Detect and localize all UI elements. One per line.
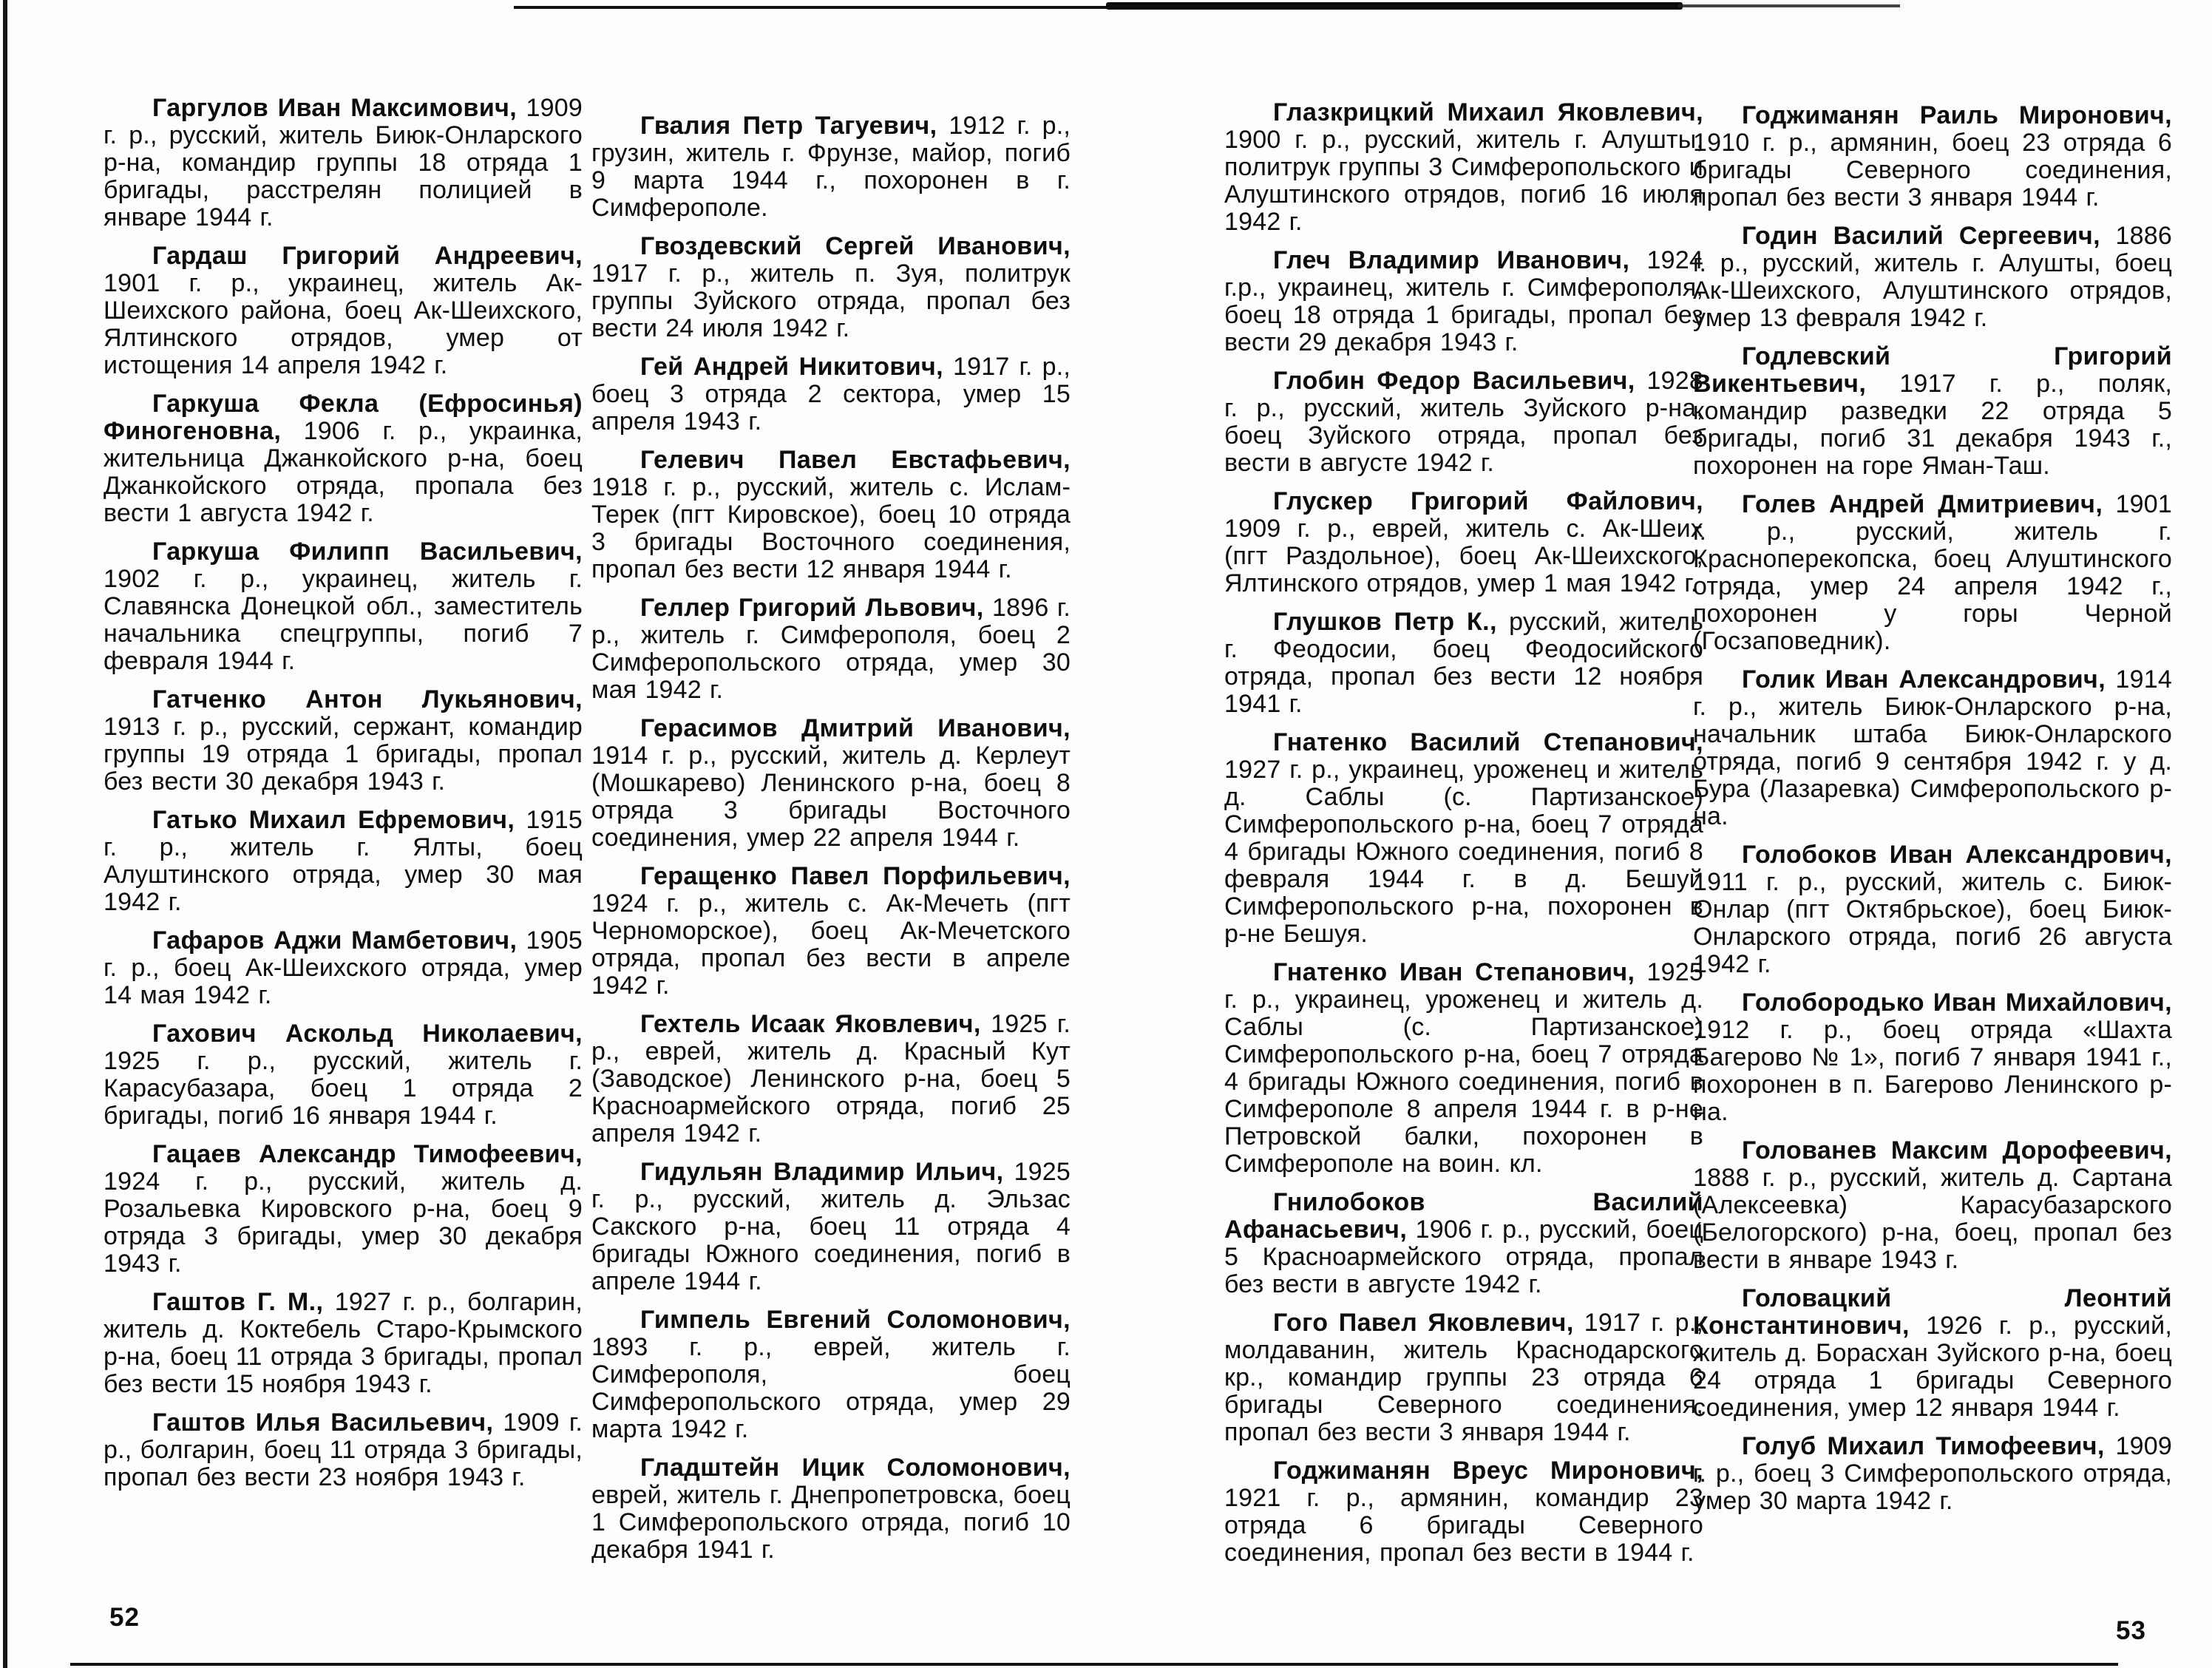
memorial-entry xyxy=(1693,491,2172,655)
text-column xyxy=(1224,87,1703,1578)
memorial-entry xyxy=(591,353,1071,435)
memorial-entry xyxy=(104,390,583,527)
entry-details: 1927 г. р., болгарин, житель д. Коктебель Старо-Крымского р-на, боец 11 отряда 3 бригады, пропал без вести 15 ноября 1943 г. xyxy=(104,1288,583,1398)
memorial-entry xyxy=(591,1306,1071,1443)
page-number: 53 xyxy=(2116,1616,2146,1645)
person-name: Гелевич Павел Евстафьевич, xyxy=(640,446,1071,474)
entry-details: 1912 г. р., боец отряда «Шахта Багерово № 1», погиб 7 января 1941 г., похоронен в п. Багерово Ленинского р-на. xyxy=(1693,1016,2172,1126)
entry-details: еврей, житель г. Днепропетровска, боец 1 Симферопольского отряда, погиб 10 декабря 1941 г. xyxy=(591,1481,1071,1564)
person-name: Глобин Федор Васильевич, xyxy=(1273,367,1635,395)
text-column xyxy=(591,87,1071,1575)
entry-details: 1917 г. р., житель п. Зуя, политрук группы Зуйского отряда, пропал без вести 24 июля 1942 г. xyxy=(591,260,1071,342)
memorial-entry xyxy=(1693,666,2172,830)
scan-rule-top xyxy=(514,6,1109,9)
memorial-entry xyxy=(591,594,1071,704)
entry-details: 1925 г. р., еврей, житель д. Красный Кут (Заводское) Ленинского р-на, боец 5 Красноармейского отряда, погиб 25 апреля 1942 г. xyxy=(591,1010,1071,1147)
memorial-entry xyxy=(104,1020,583,1130)
entry-details: 1928 г. р., русский, житель Зуйского р-на, боец Зуйского отряда, пропал без вести в августе 1942 г. xyxy=(1224,367,1703,477)
person-name: Глускер Григорий Файлович, xyxy=(1273,487,1703,515)
text-column xyxy=(104,87,583,1502)
entry-details: 1917 г. р., поляк, командир разведки 22 отряда 5 бригады, погиб 31 декабря 1943 г., похоронен на горе Яман-Таш. xyxy=(1693,370,2172,480)
person-name: Гатько Михаил Ефремович, xyxy=(152,806,515,834)
person-name: Герасимов Дмитрий Иванович, xyxy=(640,714,1071,742)
entry-details: 1913 г. р., русский, сержант, командир группы 19 отряда 1 бригады, пропал без вести 30 декабря 1943 г. xyxy=(104,713,583,796)
entry-details: 1905 г. р., боец Ак-Шеихского отряда, умер 14 мая 1942 г. xyxy=(104,926,583,1009)
text-column xyxy=(1693,87,2172,1526)
person-name: Гнилобоков Василий Афанасьевич, xyxy=(1224,1188,1703,1244)
memorial-entry xyxy=(591,112,1071,222)
memorial-entry xyxy=(591,1454,1071,1564)
memorial-entry xyxy=(104,1409,583,1491)
memorial-entry xyxy=(1224,1189,1703,1298)
entry-details: 1888 г. р., русский, житель д. Сартана (Алексеевка) Карасубазарского (Белогорского) р-на, боец, пропал без вести в январе 1943 г. xyxy=(1693,1164,2172,1274)
person-name: Гардаш Григорий Андреевич, xyxy=(152,242,583,270)
person-name: Гахович Аскольд Николаевич, xyxy=(152,1020,583,1048)
person-name: Геллер Григорий Львович, xyxy=(640,594,984,622)
memorial-entry xyxy=(591,447,1071,583)
entry-details: 1924 г. р., русский, житель д. Розальевка Кировского р-на, боец 9 отряда 3 бригады, умер 30 декабря 1943 г. xyxy=(104,1167,583,1278)
page-number: 52 xyxy=(109,1603,140,1632)
entry-details: 1921 г. р., армянин, командир 23 отряда 6 бригады Северного соединения, пропал без вести в 1944 г. xyxy=(1224,1484,1703,1567)
memorial-entry xyxy=(1693,343,2172,480)
person-name: Годжиманян Раиль Миронович, xyxy=(1742,101,2172,129)
person-name: Гатченко Антон Лукьянович, xyxy=(152,685,583,713)
person-name: Гаркуша Филипп Васильевич, xyxy=(152,538,583,566)
entry-details: 1906 г. р., украинка, жительница Джанкойского р-на, боец Джанкойского отряда, пропала без вести 1 августа 1942 г. xyxy=(104,417,583,527)
memorial-entry xyxy=(104,807,583,916)
person-name: Гимпель Евгений Соломонович, xyxy=(640,1306,1071,1334)
memorial-entry xyxy=(591,1159,1071,1295)
person-name: Годлевский Григорий Викентьевич, xyxy=(1693,342,2172,398)
memorial-entry xyxy=(1224,1309,1703,1446)
memorial-entry xyxy=(104,1289,583,1398)
scan-rule-bottom xyxy=(70,1663,2118,1666)
person-name: Голобородько Иван Михайлович, xyxy=(1742,989,2172,1017)
person-name: Гаштов Г. М., xyxy=(152,1288,324,1316)
memorial-entry xyxy=(1693,841,2172,978)
entry-details: 1893 г. р., еврей, житель г. Симферополя, боец Симферопольского отряда, умер 29 марта 1942 г. xyxy=(591,1333,1071,1443)
memorial-entry xyxy=(1693,102,2172,211)
memorial-entry xyxy=(1693,989,2172,1126)
person-name: Голев Андрей Дмитриевич, xyxy=(1742,490,2103,518)
memorial-entry xyxy=(1693,1285,2172,1422)
entry-details: 1886 г. р., русский, житель г. Алушты, боец Ак-Шеихского, Алуштинского отрядов, умер 13 февраля 1942 г. xyxy=(1693,222,2172,332)
memorial-entry xyxy=(1693,223,2172,332)
entry-details: 1917 г. р., боец 3 отряда 2 сектора, умер 15 апреля 1943 г. xyxy=(591,353,1071,435)
person-name: Гафаров Аджи Мамбетович, xyxy=(152,926,518,955)
entry-details: 1917 г. р., молдаванин, житель Краснодарского кр., командир группы 23 отряда 6 бригады Северного соединения, пропал без вести 3 января 1944 г. xyxy=(1224,1309,1703,1446)
entry-details: 1925 г. р., русский, житель г. Карасубазара, боец 1 отряда 2 бригады, погиб 16 января 1944 г. xyxy=(104,1047,583,1130)
person-name: Голобоков Иван Александрович, xyxy=(1742,841,2172,869)
entry-details: 1911 г. р., русский, житель с. Биюк-Онлар (пгт Октябрьское), боец Биюк-Онларского отряда, погиб 26 августа 1942 г. xyxy=(1693,868,2172,978)
person-name: Гладштейн Ицик Соломонович, xyxy=(640,1454,1071,1482)
person-name: Гвалия Петр Тагуевич, xyxy=(640,112,937,140)
person-name: Годин Василий Сергеевич, xyxy=(1742,222,2101,250)
entry-details: 1909 г. р., болгарин, боец 11 отряда 3 бригады, пропал без вести 23 ноября 1943 г. xyxy=(104,1408,583,1491)
memorial-entry xyxy=(1224,488,1703,597)
entry-details: 1900 г. р., русский, житель г. Алушты, политрук группы 3 Симферопольского и Алуштинского отрядов, погиб 16 июля 1942 г. xyxy=(1224,126,1703,236)
memorial-entry xyxy=(1224,729,1703,948)
scan-rule-top xyxy=(1678,4,1900,7)
memorial-entry xyxy=(1224,608,1703,718)
entry-details: 1901 г. р., русский, житель г. Красноперекопска, боец Алуштинского отряда, умер 24 апреля 1942 г., похоронен у горы Черной (Госзаповедник). xyxy=(1693,490,2172,655)
person-name: Гаркуша Фекла (Ефросинья) Финогеновна, xyxy=(104,390,583,445)
entry-details: 1925 г. р., русский, житель д. Эльзас Сакского р-на, боец 11 отряда 4 бригады Южного соединения, погиб в апреле 1944 г. xyxy=(591,1158,1071,1295)
memorial-entry xyxy=(1224,367,1703,477)
entry-details: 1901 г. р., украинец, житель Ак-Шеихского района, боец Ак-Шеихского, Ялтинского отрядов, умер от истощения 14 апреля 1942 г. xyxy=(104,269,583,379)
person-name: Гаргулов Иван Максимович, xyxy=(152,94,518,122)
memorial-entry xyxy=(1693,1137,2172,1274)
person-name: Гнатенко Василий Степанович, xyxy=(1273,728,1703,756)
person-name: Геращенко Павел Порфильевич, xyxy=(640,862,1071,890)
entry-details: 1924 г. р., житель с. Ак-Мечеть (пгт Черноморское), боец Ак-Мечетского отряда, пропал без вести в апреле 1942 г. xyxy=(591,889,1071,1000)
person-name: Голик Иван Александрович, xyxy=(1742,665,2106,694)
entry-details: 1906 г. р., русский, боец 5 Красноармейского отряда, пропал без вести в августе 1942 г. xyxy=(1224,1216,1703,1298)
person-name: Гацаев Александр Тимофеевич, xyxy=(152,1140,583,1168)
person-name: Голуб Михаил Тимофеевич, xyxy=(1742,1432,2105,1460)
memorial-entry xyxy=(104,243,583,379)
entry-details: 1896 г. р., житель г. Симферополя, боец 2 Симферопольского отряда, умер 30 мая 1942 г. xyxy=(591,594,1071,704)
entry-details: 1915 г. р., житель г. Ялты, боец Алуштинского отряда, умер 30 мая 1942 г. xyxy=(104,806,583,916)
entry-details: 1909 г. р., русский, житель Биюк-Онларского р-на, командир группы 18 отряда 1 бригады, расстрелян полицией в январе 1944 г. xyxy=(104,94,583,231)
memorial-entry xyxy=(1224,99,1703,236)
person-name: Глазкрицкий Михаил Яковлевич, xyxy=(1273,98,1703,126)
memorial-entry xyxy=(1224,1457,1703,1567)
scan-rule-top xyxy=(1106,2,1683,10)
person-name: Гей Андрей Никитович, xyxy=(640,353,943,381)
entry-details: 1902 г. р., украинец, житель г. Славянска Донецкой обл., заместитель начальника спецгруппы, погиб 7 февраля 1944 г. xyxy=(104,565,583,675)
person-name: Голованев Максим Дорофеевич, xyxy=(1742,1136,2172,1164)
person-name: Гого Павел Яковлевич, xyxy=(1273,1309,1574,1337)
entry-details: 1918 г. р., русский, житель с. Ислам-Терек (пгт Кировское), боец 10 отряда 3 бригады Восточного соединения, пропал без вести 12 января 1944 г. xyxy=(591,473,1071,583)
person-name: Гвоздевский Сергей Иванович, xyxy=(640,232,1071,260)
memorial-entry xyxy=(591,715,1071,852)
entry-details: 1924 г.р., украинец, житель г. Симферополя, боец 18 отряда 1 бригады, пропал без вести 29 декабря 1943 г. xyxy=(1224,246,1703,356)
memorial-entry xyxy=(1224,247,1703,356)
memorial-entry xyxy=(104,686,583,796)
person-name: Головацкий Леонтий Константинович, xyxy=(1693,1284,2172,1340)
memorial-entry xyxy=(104,538,583,675)
entry-details: 1909 г. р., еврей, житель с. Ак-Шеих (пгт Раздольное), боец Ак-Шеихского, Ялтинского отрядов, умер 1 мая 1942 г. xyxy=(1224,515,1703,597)
memorial-entry xyxy=(1224,959,1703,1178)
entry-details: 1927 г. р., украинец, уроженец и житель д. Саблы (с. Партизанское) Симферопольского р-на, боец 7 отряда 4 бригады Южного соединения, погиб 8 февраля 1944 г. в д. Бешуй Симферопольского р-на, похоронен в р-не Бешуя. xyxy=(1224,756,1703,948)
person-name: Годжиманян Вреус Миронович, xyxy=(1273,1457,1703,1485)
entry-details: 1914 г. р., русский, житель д. Керлеут (Мошкарево) Ленинского р-на, боец 8 отряда 3 бригады Восточного соединения, умер 22 апреля 1944 г. xyxy=(591,742,1071,852)
person-name: Гидульян Владимир Ильич, xyxy=(640,1158,1004,1186)
memorial-entry xyxy=(104,95,583,231)
person-name: Гнатенко Иван Степанович, xyxy=(1273,958,1635,986)
entry-details: 1910 г. р., армянин, боец 23 отряда 6 бригады Северного соединения, пропал без вести 3 января 1944 г. xyxy=(1693,129,2172,211)
entry-details: 1909 г. р., боец 3 Симферопольского отряда, умер 30 марта 1942 г. xyxy=(1693,1432,2172,1515)
memorial-entry xyxy=(591,233,1071,342)
memorial-entry xyxy=(591,863,1071,1000)
memorial-entry xyxy=(1693,1433,2172,1515)
scan-edge-line xyxy=(3,0,7,1668)
person-name: Глушков Петр К., xyxy=(1273,608,1497,636)
entry-details: 1925 г. р., украинец, уроженец и житель д. Саблы (с. Партизанское) Симферопольского р-на, боец 7 отряда 4 бригады Южного соединения, погиб в Симферополе 8 апреля 1944 г. в р-не Петровской балки, похоронен в Симферополе на воин. кл. xyxy=(1224,958,1703,1178)
entry-details: 1914 г. р., житель Биюк-Онларского р-на, начальник штаба Биюк-Онларского отряда, погиб 9 сентября 1942 г. у д. Бура (Лазаревка) Симферопольского р-на. xyxy=(1693,665,2172,830)
memorial-entry xyxy=(104,927,583,1009)
memorial-entry xyxy=(591,1011,1071,1147)
person-name: Гехтель Исаак Яковлевич, xyxy=(640,1010,981,1038)
person-name: Глеч Владимир Иванович, xyxy=(1273,246,1630,274)
entry-details: 1912 г. р., грузин, житель г. Фрунзе, майор, погиб 9 марта 1944 г., похоронен в г. Симферополе. xyxy=(591,112,1071,222)
entry-details: 1926 г. р., русский, житель д. Борасхан Зуйского р-на, боец 24 отряда 1 бригады Северного соединения, умер 12 января 1944 г. xyxy=(1693,1312,2172,1422)
person-name: Гаштов Илья Васильевич, xyxy=(152,1408,494,1437)
memorial-entry xyxy=(104,1141,583,1278)
entry-details: русский, житель г. Феодосии, боец Феодосийского отряда, пропал без вести 12 ноября 1941 г. xyxy=(1224,608,1703,718)
